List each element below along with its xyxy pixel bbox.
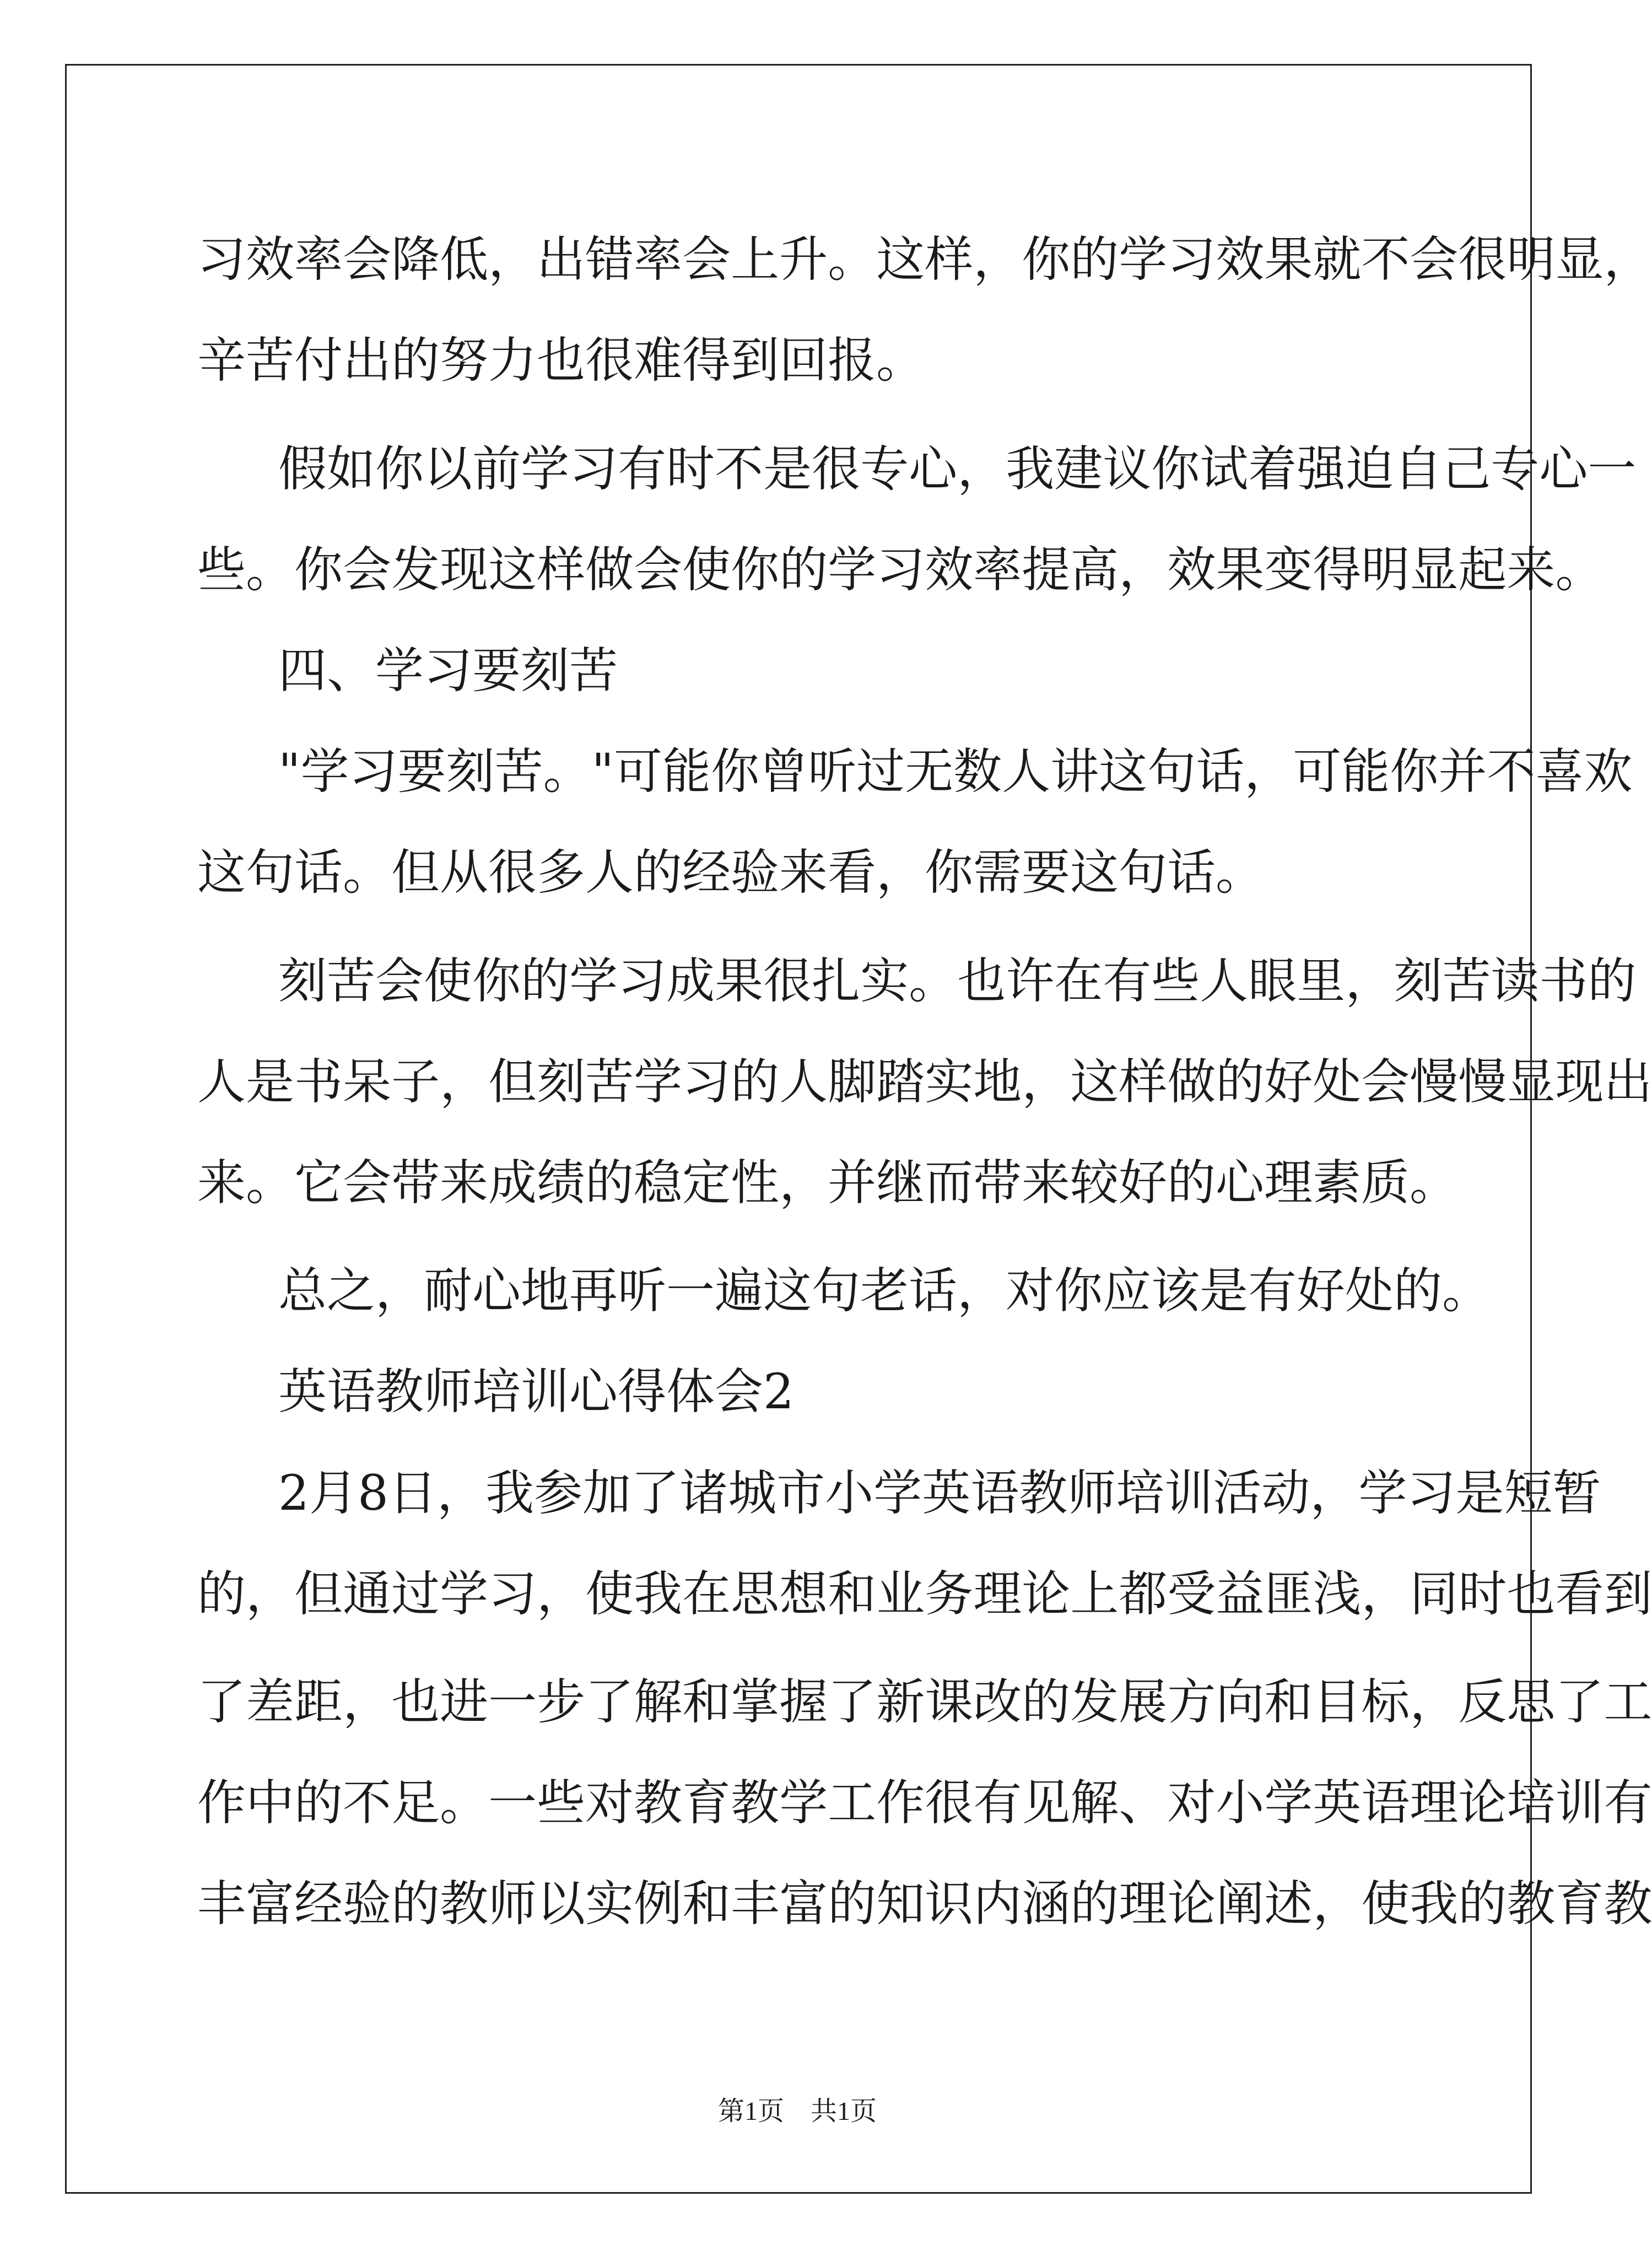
text-line: 刻 苦 会 使 你 的 学 习 成 果 很 扎 实 。 也 许 在 有 些 人 眼 里 ， 刻 苦 读 书 的: [278, 952, 1637, 1009]
text-line: 辛苦付出的努力也很难得到回报。: [197, 332, 925, 389]
text-line: 些 。 你 会 发 现 这 样 做 会 使 你 的 学 习 效 率 提 高 ， 效 果 变 得 明 显 起 来 。: [197, 541, 1604, 598]
article-title: 英语教师培训心得体会2: [278, 1363, 794, 1420]
text-line: 总之，耐心地再听一遍这句老话，对你应该是有好处的。: [278, 1262, 1491, 1319]
text-line: 作 中 的 不 足 。 一 些 对 教 育 教 学 工 作 很 有 见 解 、 对 小 学 英 语 理 论 培 训 有: [197, 1774, 1652, 1831]
text-line: 人 是 书 呆 子 ， 但 刻 苦 学 习 的 人 脚 踏 实 地 ， 这 样 做 的 好 处 会 慢 慢 显 现 出: [197, 1053, 1652, 1110]
text-line: 丰 富 经 验 的 教 师 以 实 例 和 丰 富 的 知 识 内 涵 的 理 论 阐 述 ， 使 我 的 教 育 教: [197, 1875, 1652, 1932]
text-line: 这句话。但从很多人的经验来看，你需要这句话。: [197, 844, 1265, 901]
text-line: 了 差 距 ， 也 进 一 步 了 解 和 掌 握 了 新 课 改 的 发 展 方 向 和 目 标 ， 反 思 了 工: [197, 1673, 1652, 1730]
text-line: 来。它会带来成绩的稳定性，并继而带来较好的心理素质。: [197, 1154, 1459, 1211]
text-line: " 学 习 要 刻 苦 。 " 可 能 你 曾 听 过 无 数 人 讲 这 句 话 ， 可 能 你 并 不 喜 欢: [278, 743, 1633, 800]
text-line: 的 ， 但 通 过 学 习 ， 使 我 在 思 想 和 业 务 理 论 上 都 受 益 匪 浅 ， 同 时 也 看 到: [197, 1565, 1652, 1622]
section-heading: 四、学习要刻苦: [278, 642, 618, 699]
text-line: 2 月 8 日 ， 我 参 加 了 诸 城 市 小 学 英 语 教 师 培 训 活 动 ， 学 习 是 短 暂: [278, 1464, 1601, 1521]
page-footer: 第1页 共1页: [717, 2097, 877, 2126]
text-line: 习 效 率 会 降 低 ， 出 错 率 会 上 升 。 这 样 ， 你 的 学 习 效 果 就 不 会 很 明 显 ，: [197, 231, 1652, 288]
text-line: 假 如 你 以 前 学 习 有 时 不 是 很 专 心 ， 我 建 议 你 试 着 强 迫 自 己 专 心 一: [278, 440, 1637, 497]
